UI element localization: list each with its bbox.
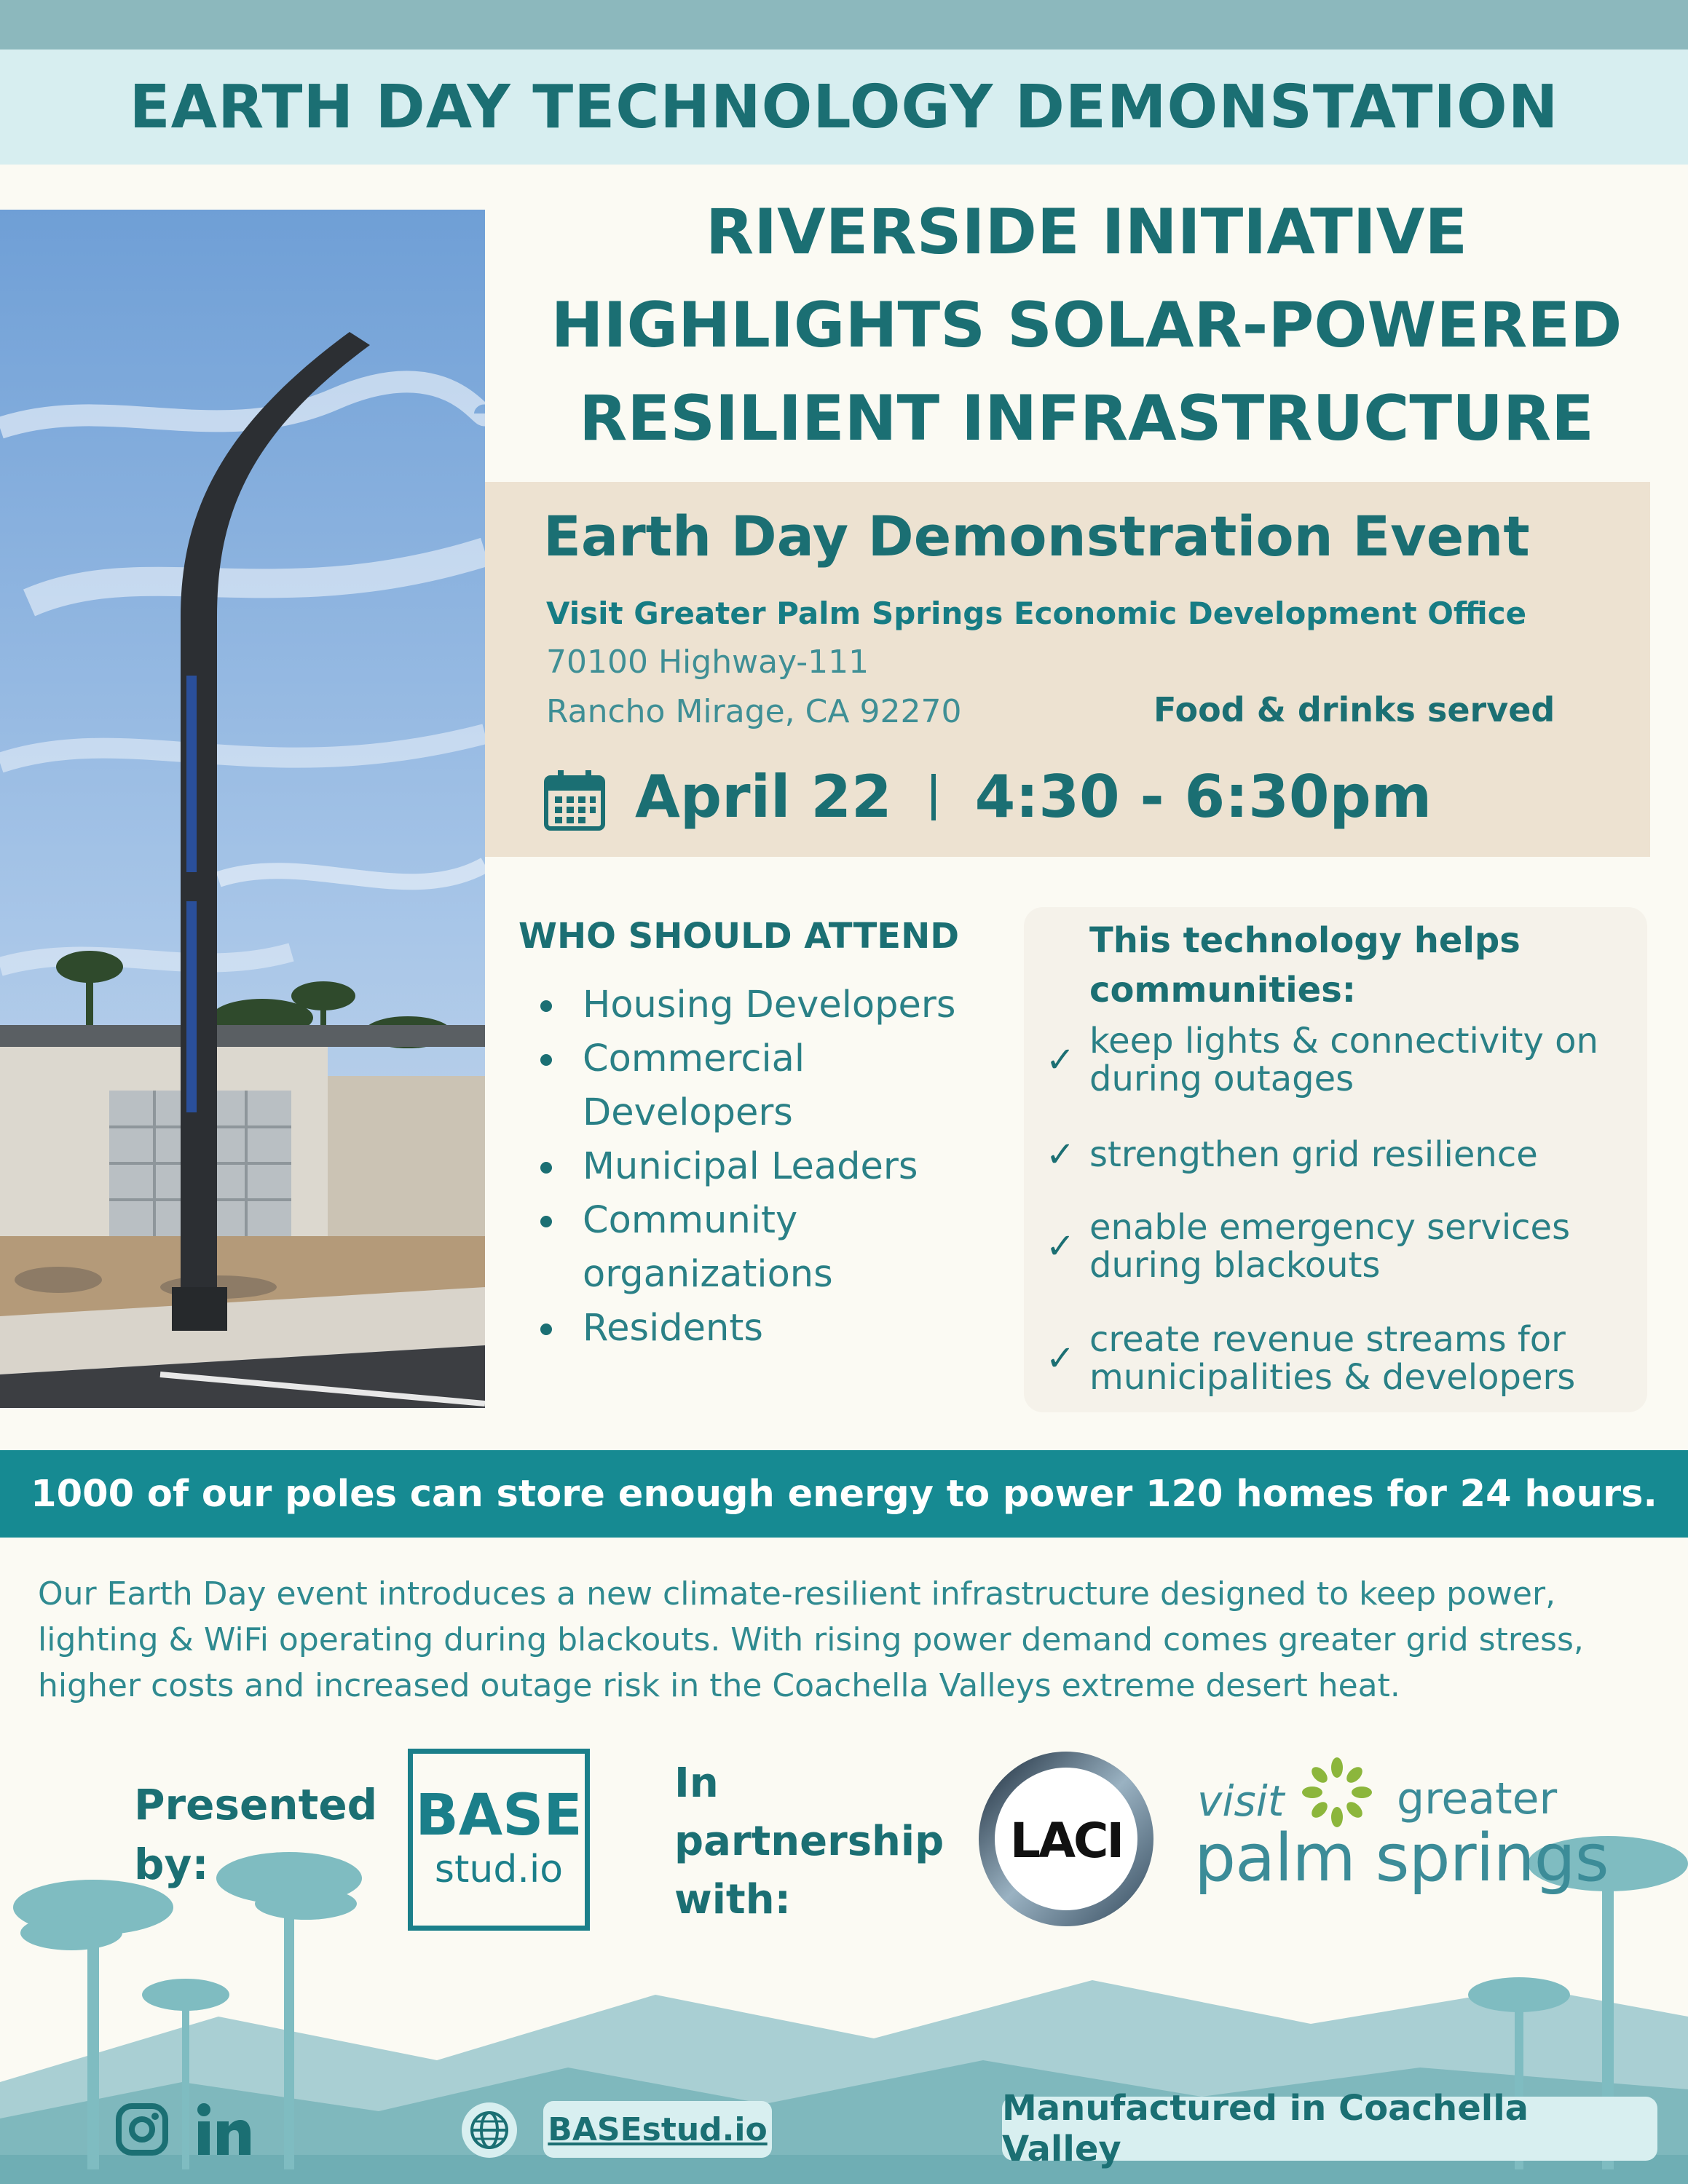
manufactured-badge (1002, 2088, 1657, 2169)
partnership-label (674, 1754, 944, 1929)
list-item-text: Community (583, 1199, 798, 1242)
description-paragraph (38, 1571, 1662, 1709)
list-item-text: Developers (583, 1091, 793, 1134)
event-time: 4:30 - 6:30pm (974, 763, 1432, 831)
partnership-line: In (674, 1760, 719, 1807)
benefits-heading-line: communities: (1089, 970, 1356, 1010)
headline-line: RIVERSIDE INITIATIVE (705, 196, 1468, 269)
divider (931, 774, 936, 820)
list-item-text: Municipal Leaders (583, 1145, 918, 1188)
benefit-item (1046, 1208, 1643, 1284)
event-address-line2: Rancho Mirage, CA 92270 (546, 693, 962, 730)
benefit-item (1046, 1321, 1643, 1396)
stat-banner (0, 1450, 1688, 1538)
globe-icon (460, 2101, 518, 2159)
benefit-text (1084, 1321, 1575, 1396)
checkmark-icon: ✓ (1046, 1338, 1076, 1379)
benefits-heading-line: This technology helps (1089, 920, 1521, 961)
benefit-text (1084, 1208, 1570, 1284)
sunburst-icon (1301, 1756, 1373, 1829)
benefit-item (1046, 1022, 1643, 1098)
description-line: higher costs and increased outage risk in the Coachella Valleys extreme desert heat. (38, 1667, 1400, 1704)
who-should-attend-heading: WHO SHOULD ATTEND (518, 916, 960, 957)
benefit-text-line: create revenue streams for (1089, 1319, 1566, 1360)
list-item-text: Residents (583, 1307, 763, 1350)
headline (485, 186, 1688, 465)
calendar-icon (543, 769, 606, 831)
base-studio-logo (408, 1749, 590, 1931)
linkedin-icon[interactable] (195, 2102, 253, 2156)
benefit-text-line: municipalities & developers (1089, 1357, 1576, 1398)
event-venue: Visit Greater Palm Springs Economic Development Office (546, 596, 1527, 631)
top-color-strip (0, 0, 1688, 50)
attendee-list (540, 978, 1006, 1356)
website-link-pill[interactable] (543, 2101, 772, 2158)
benefit-text-line: during blackouts (1089, 1245, 1381, 1286)
solar-pole-photo (0, 210, 485, 1408)
base-logo-word: BASE (415, 1783, 583, 1848)
event-date-time (635, 763, 1432, 831)
benefit-text-line: keep lights & connectivity on (1089, 1021, 1598, 1061)
benefit-text (1084, 1022, 1598, 1098)
list-item (540, 1302, 1006, 1356)
description-line: lighting & WiFi operating during blackouts. With rising power demand comes greater grid stress, (38, 1621, 1584, 1658)
event-address-line1: 70100 Highway-111 (546, 644, 869, 681)
headline-line: RESILIENT INFRASTRUCTURE (579, 382, 1594, 455)
presented-by-label (134, 1775, 377, 1894)
list-item (540, 1140, 1006, 1194)
list-item-text: organizations (583, 1253, 833, 1296)
instagram-icon[interactable] (115, 2102, 169, 2156)
manufactured-text: Manufactured in Coachella Valley (1002, 2088, 1529, 2169)
page-title: EARTH DAY TECHNOLOGY DEMONSTATION (129, 72, 1559, 142)
presented-by-line: Presented (134, 1780, 378, 1829)
partnership-line: with: (674, 1876, 791, 1923)
list-item (540, 1194, 1006, 1302)
laci-logo-text: LACI (1009, 1813, 1123, 1869)
benefit-text-line: strengthen grid resilience (1089, 1134, 1538, 1175)
vgps-logo-palm-springs: palm springs (1194, 1820, 1609, 1896)
checkmark-icon: ✓ (1046, 1226, 1076, 1267)
checkmark-icon: ✓ (1046, 1134, 1076, 1175)
partnership-line: partnership (674, 1818, 944, 1865)
food-note: Food & drinks served (1153, 690, 1555, 729)
vgps-logo-greater: greater (1397, 1773, 1558, 1824)
solar-pole-illustration (0, 210, 485, 1408)
stat-text: 1000 of our poles can store enough energy to power 120 homes for 24 hours. (31, 1472, 1657, 1516)
benefit-text-line: enable emergency services (1089, 1207, 1571, 1248)
list-item (540, 978, 1006, 1032)
benefit-text (1084, 1136, 1538, 1174)
benefit-text-line: during outages (1089, 1059, 1354, 1099)
benefit-item (1046, 1134, 1643, 1175)
list-item-text: Commercial (583, 1037, 805, 1080)
vgps-logo-visit: visit (1197, 1776, 1285, 1826)
event-date: April 22 (635, 763, 892, 831)
description-line: Our Earth Day event introduces a new climate-resilient infrastructure designed to keep power, (38, 1575, 1556, 1613)
list-item (540, 1032, 1006, 1140)
checkmark-icon: ✓ (1046, 1040, 1076, 1080)
headline-line: HIGHLIGHTS SOLAR-POWERED (551, 289, 1622, 362)
event-title: Earth Day Demonstration Event (543, 504, 1530, 569)
presented-by-line: by: (134, 1840, 209, 1889)
base-logo-sub: stud.io (434, 1848, 564, 1891)
list-item-text: Housing Developers (583, 984, 956, 1026)
website-link[interactable]: BASEstud.io (548, 2110, 768, 2148)
header-band (0, 50, 1688, 165)
benefits-heading (1089, 916, 1521, 1015)
